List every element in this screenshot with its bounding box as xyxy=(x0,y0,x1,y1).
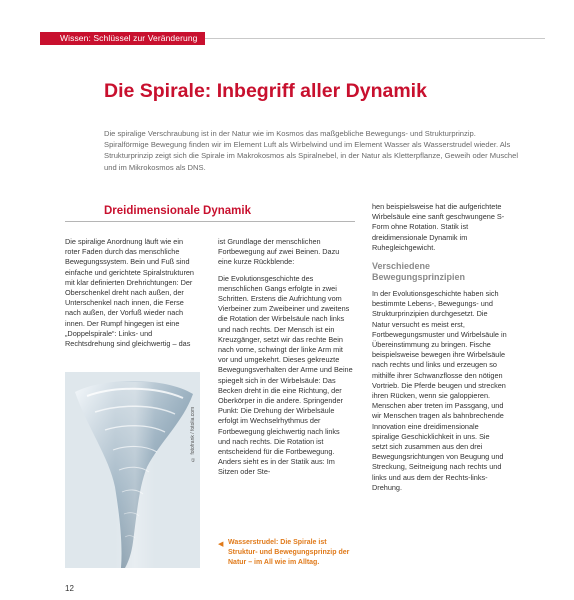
photo-caption: Wasserstrudel: Die Spirale ist Struktur- und Bewegungsprinzip der Natur – im All wie im Alltag. xyxy=(228,539,350,566)
column-3 xyxy=(372,202,507,499)
page-number: 12 xyxy=(65,584,74,593)
page-title: Die Spirale: Inbegriff aller Dynamik xyxy=(104,80,427,102)
column-2 xyxy=(218,237,353,484)
caption-arrow-icon: ◀ xyxy=(218,541,224,548)
section-label: Wissen: Schlüssel zur Veränderung xyxy=(60,33,198,43)
header-divider xyxy=(205,38,545,39)
photo-credit: © fotofrank / fotolia.com xyxy=(190,406,196,462)
column-3-paragraph-2: In der Evolutionsgeschichte haben sich bestimmte Lebens-, Bewegungs- und Strukturprinzipien durchgesetzt. Die Natur versucht es meist erst, Fortbewegungsmuster und Wirbelsäule in Übereinstimmung zu bringen. Fische beispielsweise bewegen ihre Wirbelsäule nach rechts und links und erzeugen so mithilfe ihrer Schwanzflosse den nötigen Vortrieb. Die Pferde beugen und strecken ihren Rücken, wenn sie galoppieren. Menschen aber treten im Passgang, und wir Menschen tragen als bahnbrechende Innovation eine dreidimensionale spiralige Geschicklichkeit in uns. Sie setzt sich zusammen aus den drei Bewegungsrichtungen von Beugung und Streckung, Seitneigung nach rechts und links und aus dem der Rechts-links-Drehung. xyxy=(372,289,507,492)
subsection-heading: Verschiedene Bewegungsprinzipien xyxy=(372,261,466,283)
column-2-paragraph-2: Die Evolutionsgeschichte des menschlichen Gangs erfolgte in zwei Schritten. Erstens die Aufrichtung vom Vierbeiner zum Zweibeiner und zweitens die Rotation der Wirbelsäule nach links und nach rechts. Der Mensch ist ein Kreuzgänger, setzt wir das rechte Bein nach vorne, schwingt der linke Arm mit vor und umgekehrt. Dieses gekreuzte Bewegungsverhalten der Arme und Beine spiegelt sich in der Wirbelsäule: Das Becken dreht in die eine Richtung, der Oberkörper in die andere. Springender Punkt: Die Drehung der Wirbelsäule erfolgt im Wechselrhythmus der Fortbewegung gleichwertig nach links und nach rechts. Die Rotation ist entscheidend für die Fortbewegung. Anders sieht es in der Statik aus: Im Sitzen oder Ste- xyxy=(218,273,353,477)
column-3-paragraph-1: hen beispielsweise hat die aufgerichtete Wirbelsäule eine sanft geschwungene S-Form ohne Rotation. Statik ist dreidimensionale Dynamik im Ruhegleichgewicht. xyxy=(372,202,505,252)
column-1-paragraph: Die spiralige Anordnung läuft wie ein roter Faden durch das menschliche Bewegungssystem. Bein und Fuß sind einfache und gerichtete Spiralstrukturen mit klar definierten Drehrichtungen: Der Oberschenkel dreht nach außen, der Unterschenkel nach innen, die Ferse nach außen, der Vorfuß wieder nach innen. Der Rumpf hingegen ist eine „Doppelspirale“: Links- und Rechtsdrehung sind gleichwertig – das xyxy=(65,237,194,349)
intro-paragraph: Die spiralige Verschraubung ist in der Natur wie im Kosmos das maßgebliche Bewegungs- und Strukturprinzip. Spiralförmige Bewegung finden wir im Element Luft als Wirbelwind und im Element Wasser als Wasserstrudel wieder. Als Strukturprinzip zeigt sich die Spirale im Makrokosmos als Spiralnebel, in der Natur als Kletterpflanze, Geweih oder Muschel und im Mikrokosmos als DNS. xyxy=(104,129,519,172)
water-vortex-photo xyxy=(65,372,200,568)
section-divider xyxy=(65,221,355,222)
column-1 xyxy=(65,237,195,355)
water-vortex-illustration xyxy=(65,372,200,568)
column-2-paragraph-1: ist Grundlage der menschlichen Fortbewegung auf zwei Beinen. Dazu eine kurze Rückblende: xyxy=(218,237,340,267)
section-heading: Dreidimensionale Dynamik xyxy=(104,205,251,217)
